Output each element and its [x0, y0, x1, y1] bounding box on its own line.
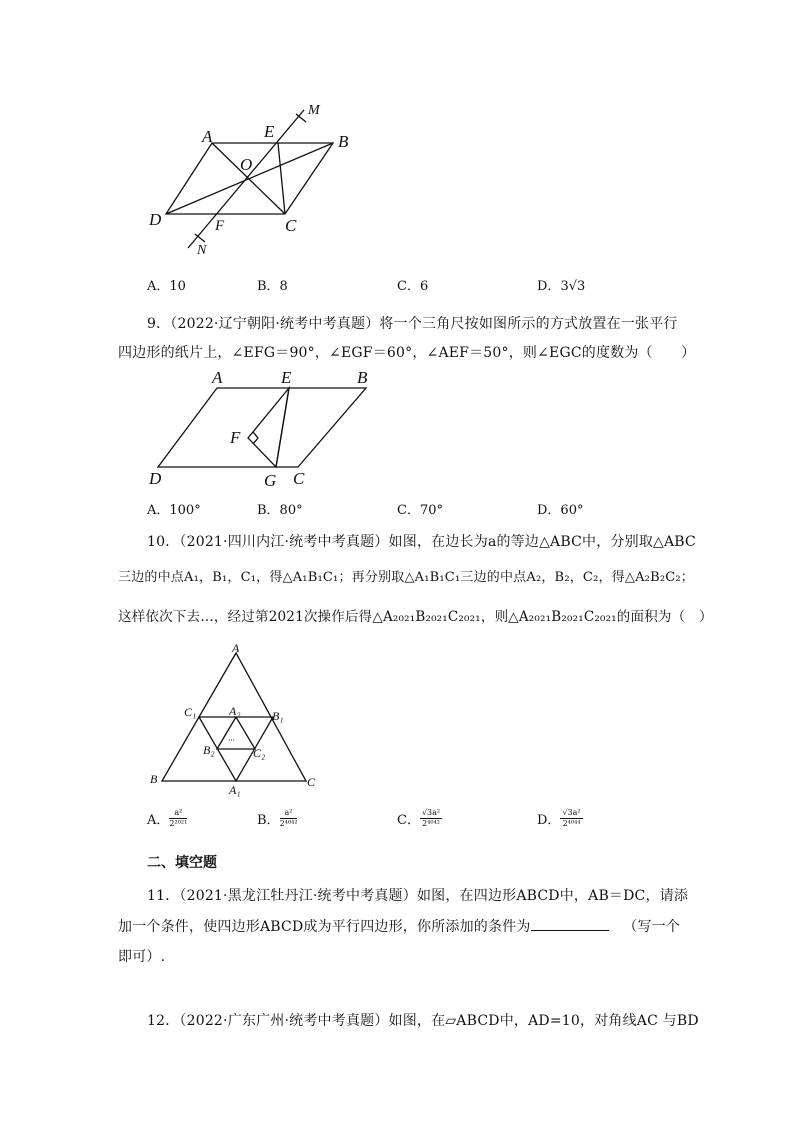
q10-option-d-fraction — [560, 808, 582, 829]
q9-text-line1: 9．（2022·辽宁朝阳·统考中考真题）将一个三角尺按如图所示的方式放置在一张平行 — [147, 316, 678, 332]
label-d: D — [149, 210, 162, 229]
segment-ec — [278, 143, 285, 214]
q10-option-a — [147, 808, 187, 829]
q9-option-c: C．70° — [397, 503, 443, 518]
q8-option-d-label: D． — [537, 279, 561, 294]
q10-text-line1: 10．（2021·四川内江·统考中考真题）如图，在边长为a的等边△ABC中，分别取△ABC — [147, 534, 696, 550]
fraction-numerator: a² — [169, 808, 187, 819]
label-d: D — [149, 469, 162, 488]
label-dots: ··· — [228, 735, 235, 745]
fraction-numerator: √3a² — [562, 808, 581, 817]
q10-option-b — [257, 808, 297, 829]
label-o: O — [240, 155, 253, 174]
q9-text-line2: 四边形的纸片上，∠EFG＝90°，∠EGF＝60°，∠AEF＝50°，则∠EGC的度数为（ ） — [118, 345, 696, 361]
q11-text-line3: 即可）. — [118, 949, 166, 965]
label-b: B — [338, 132, 349, 151]
q10-option-a-fraction — [169, 808, 187, 829]
label-c2: C₂ — [253, 746, 266, 760]
label-e: E — [281, 368, 292, 387]
q8-option-b: B．8 — [257, 279, 288, 294]
q8-option-a: A．10 — [147, 279, 186, 294]
label-f: F — [215, 218, 225, 234]
q11-text-line2-start: 加一个条件，使四边形ABCD成为平行四边形，你所添加的条件为 — [118, 919, 531, 935]
q8-option-d-value: 3√3 — [560, 279, 586, 294]
q11-text-line2 — [118, 916, 680, 936]
q8-option-c: C．6 — [397, 279, 429, 294]
q9-option-a: A．100° — [147, 503, 201, 518]
label-c: C — [285, 216, 297, 235]
label-a1: A₁ — [229, 783, 241, 797]
label-c1: C₁ — [184, 705, 197, 719]
q8-option-d — [537, 275, 585, 294]
q12-text-line1: 12．（2022·广东广州·统考中考真题）如图，在▱ABCD中，AD=10，对角线AC 与BD — [147, 1013, 699, 1029]
q11-text-line1: 11．（2021·黑龙江牡丹江·统考中考真题）如图，在四边形ABCD中，AB＝DC，请添 — [147, 888, 689, 904]
label-a: A — [232, 641, 240, 655]
q9-option-d: D．60° — [537, 503, 584, 518]
figure-q8-parallelogram — [140, 98, 370, 258]
fraction-denominator: 2⁴⁰⁴² — [279, 819, 298, 828]
q9-option-b: B．80° — [257, 503, 303, 518]
label-b1: B₁ — [272, 709, 284, 723]
parallelogram-abcd — [158, 388, 366, 467]
fraction-denominator: 2²⁰²¹ — [169, 819, 188, 828]
label-f: F — [230, 428, 241, 447]
segment-eg — [276, 388, 289, 467]
figure-q9-parallelogram — [140, 366, 380, 492]
q11-text-line2-end: （写一个 — [623, 919, 681, 935]
label-g: G — [264, 471, 277, 490]
q10-option-b-fraction — [280, 808, 298, 829]
q10-option-d — [537, 808, 583, 829]
label-n: N — [197, 243, 207, 258]
label-m: M — [308, 103, 320, 118]
answer-blank[interactable] — [531, 916, 609, 931]
q10-option-c — [397, 808, 442, 829]
fraction-denominator: 2⁴⁰⁴² — [422, 819, 440, 828]
figure-q10-triangles — [140, 640, 340, 800]
label-b: B — [357, 368, 368, 387]
label-b: B — [150, 772, 158, 786]
triangle-a2b2c2 — [217, 717, 255, 749]
label-a2: A₂ — [229, 704, 241, 718]
label-b2: B₂ — [203, 743, 215, 757]
label-a: A — [202, 127, 213, 146]
q10-text-line3: 这样依次下去…，经过第2021次操作后得△A₂₀₂₁B₂₀₂₁C₂₀₂₁，则△A₂₀₂₁B₂₀₂₁C₂₀₂₁的面积为（ ） — [118, 609, 713, 625]
q10-option-a-label: A． — [147, 813, 170, 828]
label-e: E — [264, 122, 275, 141]
label-a: A — [212, 368, 223, 387]
q10-option-d-label: D． — [537, 813, 561, 828]
fraction-numerator: a² — [280, 808, 298, 819]
q10-text-line2: 三边的中点A₁，B₁，C₁，得△A₁B₁C₁；再分别取△A₁B₁C₁三边的中点A₂，B₂，C₂，得△A₂B₂C₂； — [118, 570, 695, 585]
fraction-denominator: 2⁴⁰⁴⁴ — [562, 819, 581, 828]
right-angle-mark — [253, 432, 258, 444]
fraction-numerator: √3a² — [421, 808, 441, 817]
label-c: C — [307, 775, 316, 789]
q10-option-c-label: C． — [397, 813, 420, 828]
label-c: C — [293, 469, 305, 488]
q10-option-c-fraction — [420, 808, 442, 829]
section-title-fill-in: 二、填空题 — [147, 855, 217, 871]
q10-option-b-label: B． — [257, 813, 280, 828]
diagonal-bd — [166, 143, 333, 214]
